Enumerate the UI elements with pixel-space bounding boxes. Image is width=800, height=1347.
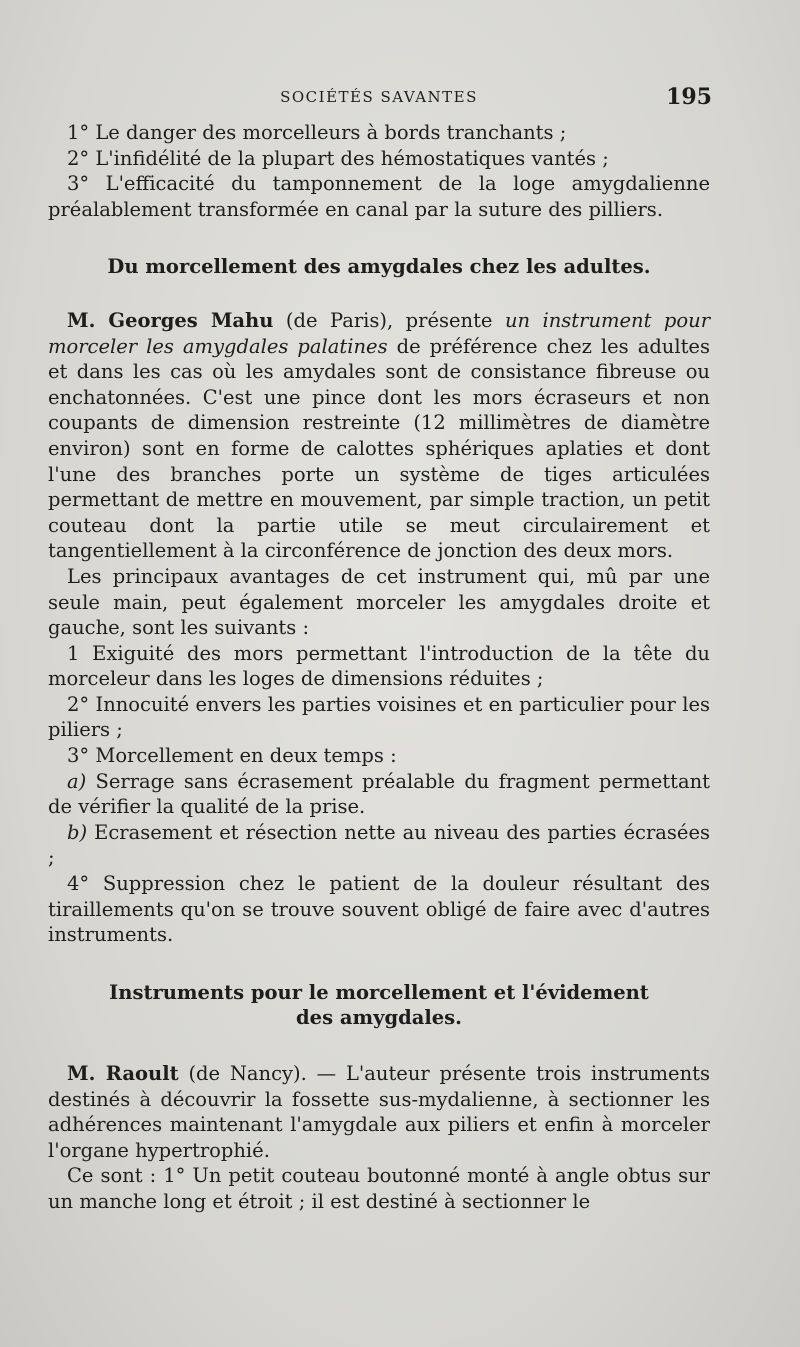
subitem-text: Serrage sans écrasement préalable du fragment permettant de vérifier la qualité de la prise.: [48, 769, 710, 819]
subitem-text: Ecrasement et résection nette au niveau des parties écrasées ;: [48, 820, 710, 870]
paragraph-mahu: [48, 308, 710, 564]
advantage-item-2: 2° Innocuité envers les parties voisines et en particulier pour les piliers ;: [48, 692, 710, 742]
paragraph-text: (de Nancy). — L'auteur présente trois instruments destinés à découvrir la fossette sus-mydalienne, à sectionner les adhérences maintenant l'amygdale aux piliers et enfin à morceler l'organe hypertrophié.: [48, 1062, 710, 1162]
advantage-item-1: 1 Exiguité des mors permettant l'introduction de la tête du morceleur dans les loges de dimensions réduites ;: [48, 641, 710, 691]
paragraph-avantages: Les principaux avantages de cet instrument qui, mû par une seule main, peut également morceler les amygdales droite et gauche, sont les suivants :: [48, 564, 710, 640]
paragraph-text: (de Paris), présente: [273, 308, 505, 332]
advantage-subitem-b: [48, 820, 710, 871]
running-header: [48, 80, 710, 120]
section-heading-morcellement-adultes: Du morcellement des amygdales chez les adultes.: [107, 255, 651, 279]
subitem-label: b): [67, 820, 88, 844]
advantage-subitem-a: [48, 769, 710, 820]
intro-item-3: 3° L'efficacité du tamponnement de la loge amygdalienne préalablement transformée en canal par la suture des pilliers.: [48, 172, 710, 221]
paragraph-instruments-list: Ce sont : 1° Un petit couteau boutonné monté à angle obtus sur un manche long et étroit ; il est destiné à sectionner le: [48, 1164, 710, 1213]
intro-item-1: 1° Le danger des morcelleurs à bords tranchants ;: [67, 121, 567, 144]
page-number: 195: [666, 84, 712, 110]
running-title: SOCIÉTÉS SAVANTES: [280, 88, 478, 106]
advantage-item-3: 3° Morcellement en deux temps :: [67, 744, 397, 768]
heading-line: Instruments pour le morcellement et l'évidement: [109, 980, 649, 1004]
body-text: [48, 120, 710, 1215]
section-heading-instruments: [48, 980, 710, 1031]
paragraph-text: de préférence chez les adultes et dans les cas où les amydales sont de consistance fibreuse ou enchatonnées. C'est une pince dont les mors écraseurs et non coupants de dimension restreinte (12 millimètres de diamètre environ) sont en forme de calottes sphériques aplaties et dont l'une des branches porte un système de tiges articulées permettant de mettre en mouvement, par simple traction, un petit couteau dont la partie utile se meut circulairement et tangentiellement à la circonférence de jonction des deux mors.: [48, 334, 710, 563]
speaker-name: M. Georges Mahu: [67, 308, 274, 332]
instrument-title: un instrument pour morceler les amygdales palatines: [48, 308, 711, 358]
heading-line: des amygdales.: [296, 1006, 462, 1030]
speaker-name: M. Raoult: [67, 1062, 179, 1085]
subitem-label: a): [67, 769, 87, 793]
intro-item-2: 2° L'infidélité de la plupart des hémostatiques vantés ;: [67, 146, 609, 170]
advantage-item-4: 4° Suppression chez le patient de la douleur résultant des tiraillements qu'on se trouve souvent obligé de faire avec d'autres instruments.: [48, 872, 710, 947]
paragraph-raoult: [48, 1061, 710, 1163]
